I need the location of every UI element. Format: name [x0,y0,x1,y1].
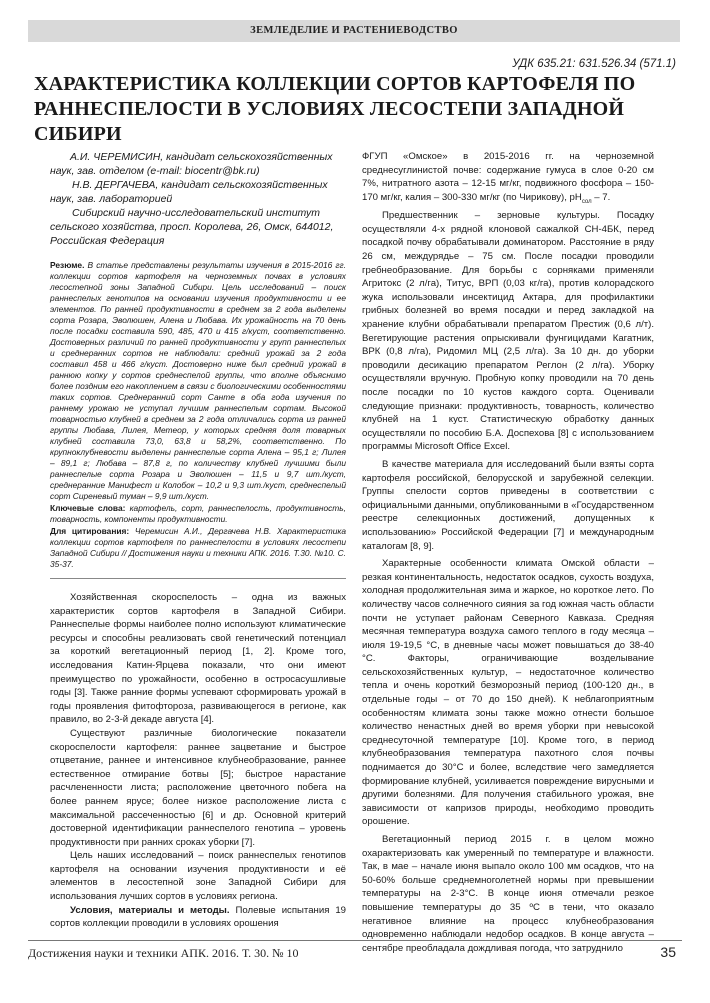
journal-footer: Достижения науки и техники АПК. 2016. Т. 30. № 10 [28,946,299,960]
keywords [50,503,346,525]
body-paragraph [362,150,654,209]
ph-value: – 7. [594,191,611,203]
body-paragraph: Существуют различные биологические показатели скороспелости картофеля: раннее зацветание и быстрое отцветание, раннее и интенсивное клубнеобразование, раннее естественное отмирание ботвы [5]; быстрое нарастание расчлененности листа; расположение цветочного побега на более раннем ярусе; более низкое расположение листа с максимальной рассеченностью [6] и др. Основной критерий достоверной идентификации раннеспелого генотипа – уровень продуктивности при ранних сроках уборки [7]. [50,727,346,848]
keywords-label: Ключевые слова: [50,503,126,513]
udk-code: УДК 635.21: 631.526.34 (571.1) [512,58,676,70]
affiliation: Сибирский научно-исследовательский институт сельского хозяйства, просп. Королева, 26, Омск, 644012, Российская Федерация [50,207,334,247]
citation-text: Черемисин А.И., Дергачева Н.В. Характеристика коллекции сортов картофеля по раннеспелости в условиях лесостепи Западной Сибири // Достижения науки и техники АПК. 2016. Т.30. №10. С. 35-37. [50,526,347,569]
footer-divider [28,940,682,941]
methods-text: Полевые испытания 19 сортов коллекции проводили в условиях орошения [50,904,347,930]
body-paragraph: Характерные особенности климата Омской области – резкая континентальность, недостаток осадков, сухость воздуха, холодная продолжительная зима и жаркое, но короткое лето. По количеству часов солнечного сияния за год южная часть области почти не уступает районам Северного Кавказа. Средняя месячная температура воздуха самого теплого в году месяца – июля 19-19,5 °С, в дневные часы может повышаться до 38-40 °С. Факторы, ограничивающие возделывание сельскохозяйственных культур, – недостаточное количество тепла и очень короткий безморозный период (100-120 дн., в отдельные годы – от 70 до 150 дней). К неблагоприятным особенностям климата зоны также можно отнести большое количество ненастных дней во время уборки при невысокой среднесуточной температуре [10]. Кроме того, в период клубнеобразования температура пахотного слоя почвы поднимается до 30°С и более, вследствие чего замедляется формирование клубней, усиливается повреждение вирусными и другими болезнями. Для получения стабильного урожая, вне зависимости от капризов природы, необходимо проводить орошение. [362,558,654,828]
ph-subscript: сол [581,198,592,205]
author-dergacheva: Н.В. ДЕРГАЧЕВА, кандидат сельскохозяйственных наук, зав. лабораторией [50,179,328,205]
soil-text: ФГУП «Омское» в 2015-2016 гг. на черноземной среднесуглинистой почве: содержание гумуса в слое 0-20 см 7%, нитратного азота – 12-15 мг/кг, подвижного фосфора – 150-170 мг/кг, калия – 300-330 мг/кг (по Чирикову), pH [362,151,654,203]
abstract-text: В статье представлены результаты изучения в 2015-2016 гг. коллекции сортов картофеля на черноземных почвах в условиях лесостепной зоны Западной Сибири. Цель исследований – поиск раннеспелых генотипов на основании изучения продуктивности и ее элементов. По ранней продуктивности в среднем за 2 года выделены сорта Розара, Эволюшен, Алена и Любава. Их урожайность на 70 день после посадки составила 590, 485, 470 и 415 г/куст, соответственно. Достоверных различий по ранней продуктивности у групп раннеспелых и среднеранних сортов не наблюдали: средний урожай за 2 года составил 458 и 466 г/куст. Достоверно ниже был средний урожай в раннюю копку у сортов среднеспелой группы, что вполне объяснимо более поздним его накоплением в связи с биологическими особенностями таких сортов. Среднеранний сорт Санте в оба года изучения по раннему урожаю не уступал лучшим раннеспелым сортам. Высокой товарностью клубней в среднем за 2 года отличались сорта из ранней группы Любава, Лилея, Метеор, у которых средняя доля товарных клубней составила 73,0, 63,8 и 58,2%, соответственно. По крупноклубневости выделены раннеспелые сорта Алена – 95,1 г; Лилея – 89,1 г; Любава – 87,8 г, по количеству клубней лучшими были раннеспелые сорта Розара и Эволюшен – 11,5 и 9,7 шт./куст, среднеранние Манифест и Колобок – 10,2 и 9,3 шт./куст, среднеспелый сорт Сиреневый туман – 9,9 шт./куст. [50,260,346,501]
abstract-divider [50,578,346,579]
abstract-label: Резюме. [50,260,85,270]
body-paragraph: Вегетационный период 2015 г. в целом можно охарактеризовать как умеренный по температуре и влажности. Так, в мае – начале июня выпало около 100 мм осадков, что на 50-60% больше среднемноголетней нормы при превышении температуры на 2-3°С. В конце июня отмечали резкое повышение температуры до 35 ºС в тени, что оказало негативное влияние на процесс клубнеобразования одновременно наблюдали недобор осадков. В конце августа – сентябре преобладала дождливая погода, что затруднило [362,834,654,954]
page-number: 35 [660,944,676,960]
body-paragraph: Предшественник – зерновые культуры. Посадку осуществляли 4-х рядной клоновой сажалкой СН-4БК, перед посадкой почву обрабатывали доминатором. Расстояние в ряду 26 см, междурядье – 75 см. После посадки проводили гребнеобразование. Для борьбы с сорняками применяли Агритокс (2 л/га), Титус, ВРП (0,03 кг/га), против колорадского жука использовали инсектицид Актара, для профилактики грибных болезней во время посадки и перед закладкой на хранение клубни обрабатывали препаратом Престиж (0,6 л/т). Вегетирующие растения опрыскивали фунгицидами Кагатник, ВРК (0,8 л/га), Ридомил МЦ (2,5 л/га). За 10 дн. до уборки проводили десикацию препаратом Реглон (2 л/га). Уборку осуществляли вручную. Пробную копку проводили на 70 день после посадки по 10 кустов каждого сорта. Оценивали следующие признаки: продуктивность, товарность, количество клубней на 1 куст. Статистическую обработку данных осуществляли по пособию Б.А. Доспехова [8] с использованием программы Microsoft Office Excel. [362,210,654,453]
citation-label: Для цитирования: [50,526,130,536]
article-title: ХАРАКТЕРИСТИКА КОЛЛЕКЦИИ СОРТОВ КАРТОФЕЛЯ ПО РАННЕСПЕЛОСТИ В УСЛОВИЯХ ЛЕСОСТЕПИ ЗАПАДНОЙ СИБИРИ [34,73,636,145]
citation [50,526,346,570]
keywords-text: картофель, сорт, раннеспелость, продуктивность, товарность, компоненты продуктивности. [50,503,347,524]
author-cheremisin: А.И. ЧЕРЕМИСИН, кандидат сельскохозяйственных наук, зав. отделом (e-mail: biocentr@bk.ru) [50,151,333,177]
section-header: ЗЕМЛЕДЕЛИЕ И РАСТЕНИЕВОДСТВО [28,20,680,42]
methods-paragraph [50,904,346,931]
body-paragraph: В качестве материала для исследований были взяты сорта картофеля российской, белорусской и зарубежной селекции. Группы спелости сортов приведены в соответствии с официальными данными, опубликованными в «Государственном реестре селекционных достижений, допущенных к использованию» Российской Федерации [7] и международным каталогам [8, 9]. [362,458,655,552]
abstract [50,260,346,502]
body-paragraph: Цель наших исследований – поиск раннеспелых генотипов картофеля на основании изучения продуктивности и её элементов в лесостепной зоне Западной Сибири для использования лучших сортов в условиях региона. [50,850,346,903]
right-column [362,150,654,955]
body-paragraph: Хозяйственная скороспелость – одна из важных характеристик сортов картофеля в Западной Сибири. Раннеспелые формы наиболее полно используют климатические ресурсы и способны реализовать свой генетический потенциал за короткий вегетационный период [1, 2]. Кроме того, исследования Катин-Ярцева показали, что они имеют преимущество по урожайности, особенно в остросасушливые годы [3]. Также ранние формы успевают сформировать урожай в годы проявления фитофтороза, развивающегося в регионе, как правило, во 2-3-й декаде августа [4]. [50,592,346,726]
methods-heading: Условия, материалы и методы. [70,904,230,916]
left-column [50,150,346,931]
